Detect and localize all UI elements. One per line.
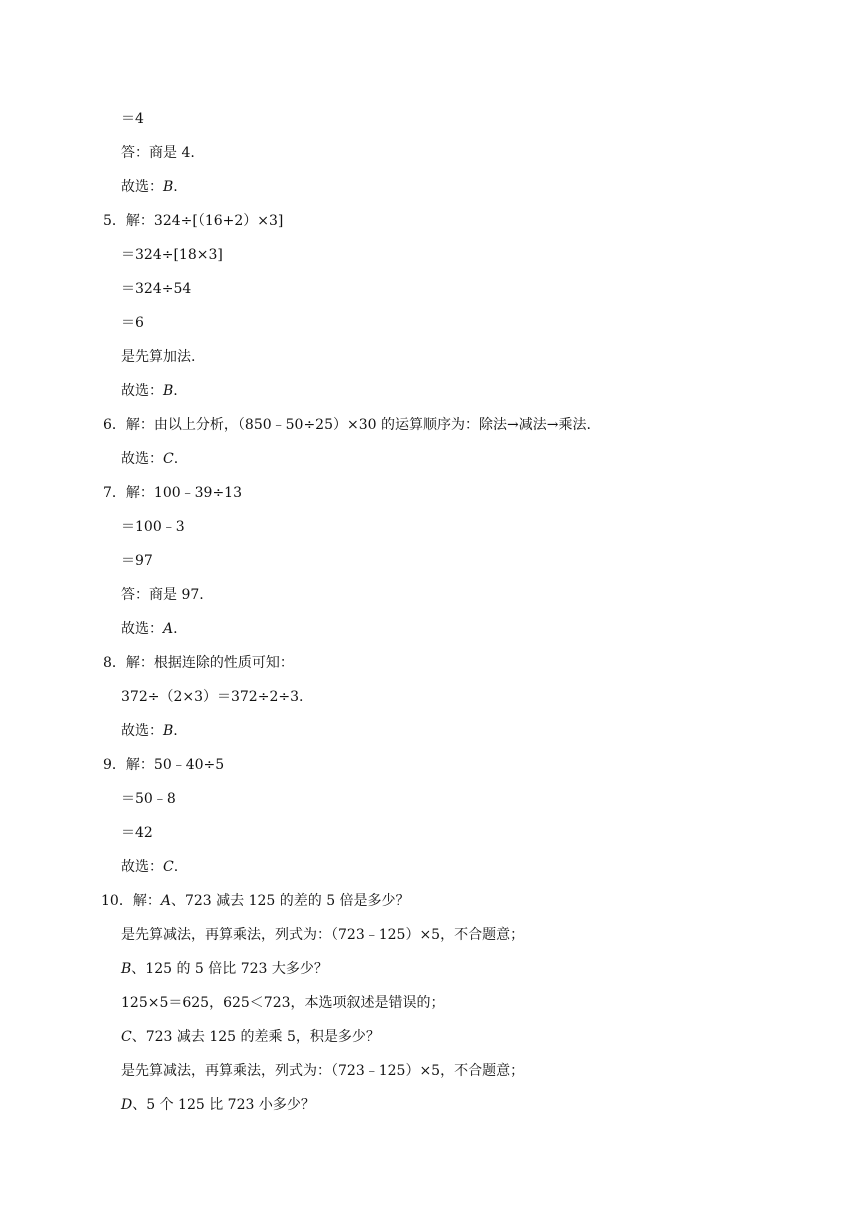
option-letter: C [121,1029,132,1045]
q5-choice-line: 故选：B. [121,383,178,399]
q9-step-2: ＝42 [121,825,153,841]
q7-solution-header: 7．解：100﹣39÷13 [103,485,242,501]
q4-result-line: ＝4 [121,111,144,127]
choice-letter: B [163,383,174,399]
q7-answer-line: 答：商是 97. [121,587,204,603]
option-letter: B [121,961,132,977]
q8-step-1: 372÷（2×3）＝372÷2÷3. [121,689,304,705]
q9-step-1: ＝50﹣8 [121,791,176,807]
q5-step-3: ＝6 [121,315,144,331]
q8-solution-header: 8．解：根据连除的性质可知： [103,655,294,671]
q5-step-1: ＝324÷[18×3] [121,247,223,263]
q4-answer-line: 答：商是 4. [121,145,195,161]
q5-step-2: ＝324÷54 [121,281,192,297]
q7-step-1: ＝100﹣3 [121,519,185,535]
choice-letter: C [163,859,174,875]
q10-option-b: B、125 的 5 倍比 723 大多少？ [121,961,328,977]
option-letter: D [121,1097,133,1113]
q6-solution-header: 6．解：由以上分析，（850﹣50÷25）×30 的运算顺序为：除法→减法→乘法. [103,417,591,433]
q7-choice-line: 故选：A. [121,621,178,637]
choice-letter: B [163,179,174,195]
option-letter: A [160,893,171,909]
q7-step-2: ＝97 [121,553,153,569]
choice-letter: A [163,621,174,637]
q10-option-b-analysis: 125×5＝625，625＜723，本选项叙述是错误的； [121,995,445,1011]
q9-choice-line: 故选：C. [121,859,179,875]
choice-letter: C [163,451,174,467]
q6-choice-line: 故选：C. [121,451,179,467]
q10-option-d: D、5 个 125 比 723 小多少？ [121,1097,315,1113]
q8-choice-line: 故选：B. [121,723,178,739]
q4-choice-line: 故选：B. [121,179,178,195]
q9-solution-header: 9．解：50﹣40÷5 [103,757,225,773]
q10-solution-header: 10．解：A、723 减去 125 的差的 5 倍是多少？ [101,893,410,909]
q10-option-a-analysis: 是先算减法，再算乘法，列式为：（723﹣125）×5，不合题意； [121,927,525,943]
choice-letter: B [163,723,174,739]
q10-option-c: C、723 减去 125 的差乘 5，积是多少？ [121,1029,380,1045]
q5-solution-header: 5．解：324÷[（16+2）×3] [103,213,284,229]
q5-explanation: 是先算加法. [121,349,196,365]
q10-option-c-analysis: 是先算减法，再算乘法，列式为：（723﹣125）×5，不合题意； [121,1063,525,1079]
